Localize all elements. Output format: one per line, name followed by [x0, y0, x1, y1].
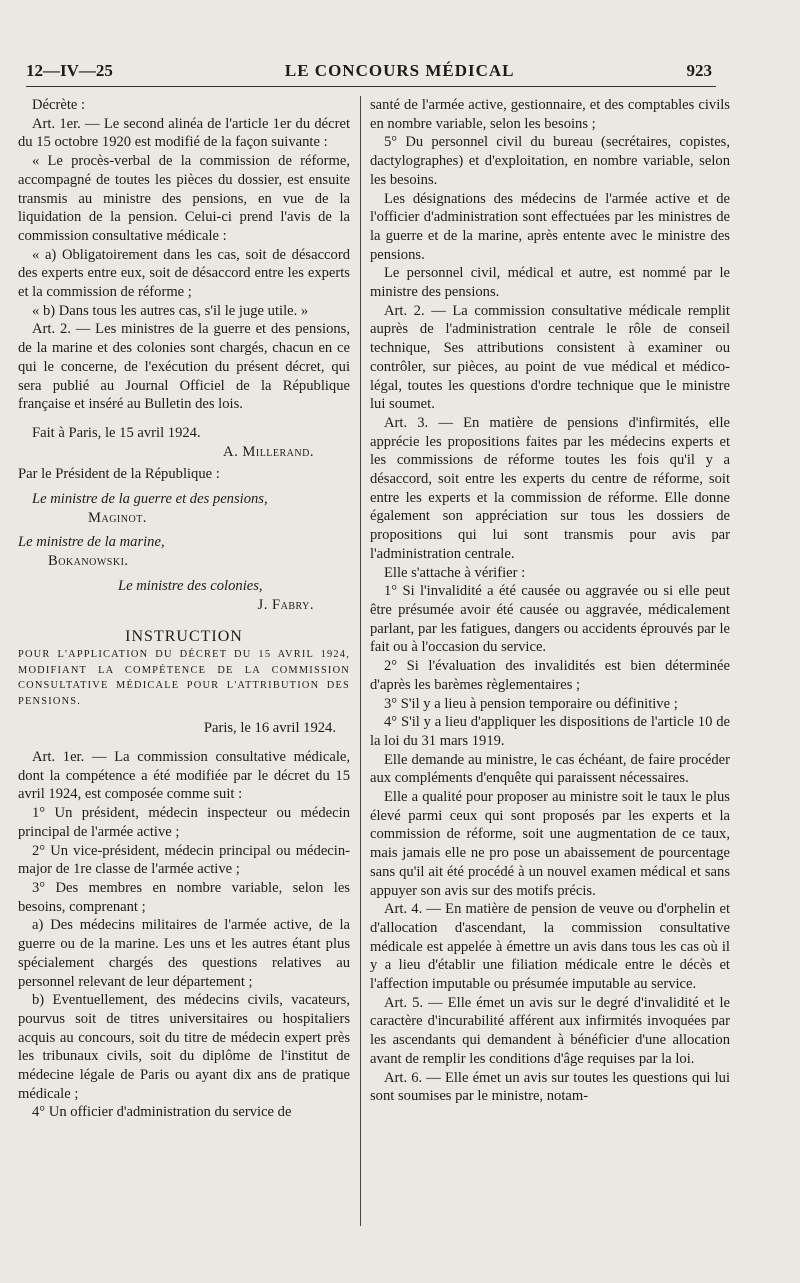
- paragraph: Le personnel civil, médical et autre, est nommé par le ministre des pensions.: [370, 265, 730, 301]
- par-le-president: Par le Président de la République :: [18, 466, 220, 483]
- fait-a-paris: Fait à Paris, le 15 avril 1924.: [32, 424, 201, 441]
- paragraph: Art. 2. — Les ministres de la guerre et des pensions, de la marine et des colonies sont chargés, chacun en ce qui le concerne, de l'exécution du présent décret, qui sera publié au Journal Officiel de la République française et inséré au Bulletin des lois.: [18, 321, 350, 413]
- paragraph: Art. 5. — Elle émet un avis sur le degré d'invalidité et le caractère d'incurabilité afférent aux infirmités invoquées par les ascendants qui demandent à bénéficier d'une allocation avant de remplir les conditions d'âge requises par la loi.: [370, 994, 730, 1067]
- list-item: 4° Un officier d'administration du service de: [32, 1104, 292, 1121]
- list-item: 1° Un président, médecin inspecteur ou médecin principal de l'armée active ;: [18, 805, 350, 840]
- paragraph: Elle demande au ministre, le cas échéant, de faire procéder aux compléments d'enquête qui paraissent nécessaires.: [370, 751, 730, 787]
- journal-title: LE CONCOURS MÉDICAL: [284, 61, 515, 80]
- page-number: 923: [686, 61, 712, 80]
- signature-millerand: A. Millerand.: [223, 443, 314, 460]
- paragraph: Elle a qualité pour proposer au ministre soit le taux le plus élevé parmi ceux qui sont proposés par les experts et la commission de réforme, soit une augmentation de ce taux, mais jamais elle ne pro pose un abaissement de pourcentage sans qu'il ait été procédé à un nouvel examen médical et sans appuyer son avis sur des motifs précis.: [370, 789, 730, 899]
- paragraph: Art. 6. — Elle émet un avis sur toutes les questions qui lui sont soumises par le ministre, notam-: [370, 1069, 730, 1105]
- signature-fabry: J. Fabry.: [257, 596, 314, 613]
- list-item: 2° Si l'évaluation des invalidités est bien déterminée d'après les barèmes règlementaires ;: [370, 658, 730, 693]
- signature-maginot: Maginot.: [88, 509, 147, 526]
- list-item: b) Eventuellement, des médecins civils, vacateurs, pourvus soit de titres universitaires ou hospitaliers acquis au concours, soit du titre de médecin expert près les tribunaux civils, soit du diplôme de l'institut de médecine légale de Paris ou ayant dix ans de pratique médicale ;: [18, 992, 350, 1102]
- list-item: 3° S'il y a lieu à pension temporaire ou définitive ;: [384, 695, 678, 712]
- page-header: [26, 58, 712, 84]
- column-divider: [360, 96, 361, 1226]
- list-item: 3° Des membres en nombre variable, selon les besoins, comprenant ;: [18, 879, 350, 915]
- paragraph: Art. 1er. — La commission consultative médicale, dont la compétence a été modifiée par le décret du 15 avril 1924, est composée comme suit :: [18, 749, 350, 803]
- issue-date: 12—IV—25: [26, 61, 113, 80]
- paragraph: Art. 4. — En matière de pension de veuve ou d'orphelin et d'allocation d'ascendant, la commission consultative médicale est appelée à émettre un avis dans tous les cas où il y a lieu d'établir une filiation médicale entre le décès et l'affection imputable ou présumée imputable au service.: [370, 901, 730, 993]
- instruction-subheading: POUR L'APPLICATION DU DÉCRET DU 15 AVRIL 1924, MODIFIANT LA COMPÉTENCE DE LA COMMISSION CONSULTATIVE MÉDICALE POUR L'ATTRIBUTION DES PENSIONS.: [18, 648, 350, 707]
- left-column: [18, 96, 350, 1122]
- paragraph: 5° Du personnel civil du bureau (secrétaires, copistes, dactylographes) et d'exploitation, en nombre variable, selon les besoins.: [370, 134, 730, 188]
- ministre-colonies: Le ministre des colonies,: [118, 577, 263, 594]
- decrete: Décrète :: [32, 97, 86, 113]
- paris-date: Paris, le 16 avril 1924.: [203, 720, 336, 737]
- list-item: 1° Si l'invalidité a été causée ou aggravée ou si elle peut être présumée avoir été causée ou aggravée, médicalement parlant, par les fatigues, dangers ou accidents éprouvés par le fait ou à l'occasion du service.: [370, 583, 730, 656]
- right-column: [370, 96, 730, 1106]
- ministre-marine: Le ministre de la marine,: [18, 534, 165, 551]
- paragraph: Les désignations des médecins de l'armée active et de l'officier d'administration sont effectuées par les ministres de la guerre et de la marine, après entente avec le ministre des pensions.: [370, 190, 730, 263]
- paragraph: Elle s'attache à vérifier :: [384, 564, 526, 581]
- header-rule: [26, 86, 716, 87]
- signature-bokanowski: Bokanowski.: [48, 553, 129, 570]
- list-item: 2° Un vice-président, médecin principal ou médecin-major de 1re classe de l'armée active ;: [18, 842, 350, 878]
- list-item: a) Des médecins militaires de l'armée active, de la guerre ou de la marine. Les uns et les autres étant plus spécialement chargés des questions relatives au personnel relevant de leur département ;: [18, 917, 350, 990]
- paragraph: Art. 1er. — Le second alinéa de l'article 1er du décret du 15 octobre 1920 est modifié de la façon suivante :: [18, 115, 350, 151]
- ministre-guerre: Le ministre de la guerre et des pensions,: [32, 491, 268, 508]
- paragraph: Art. 2. — La commission consultative médicale remplit auprès de l'administration centrale le rôle de conseil technique, Ses attributions consistent à examiner ou contrôler, sur pièces, au point de vue médical et médico-légal, toutes les questions d'ordre technique que le ministre lui soumet.: [370, 302, 730, 413]
- paragraph: Art. 3. — En matière de pensions d'infirmités, elle apprécie les propositions faites par les médecins experts et les commissions de réforme toutes les fois qu'il y a désaccord, soit entre les experts du centre de réforme, soit entre les experts et la commission de réforme. Elle donne également son appréciation sur tous les dossiers de propositions qui lui sont transmis pour avis par l'administration centrale.: [370, 414, 730, 562]
- paragraph: santé de l'armée active, gestionnaire, et des comptables civils en nombre variable, selon les besoins ;: [370, 97, 730, 132]
- paragraph: « Le procès-verbal de la commission de réforme, accompagné de toutes les pièces du dossier, est ensuite transmis au ministre des pensions, en vue de la liquidation de la pension. Celui-ci prend l'avis de la commission consultative médicale :: [18, 153, 350, 244]
- paragraph: « a) Obligatoirement dans les cas, soit de désaccord des experts entre eux, soit de désaccord entre les experts et la commission de réforme ;: [18, 246, 350, 301]
- instruction-heading: INSTRUCTION: [125, 628, 243, 646]
- list-item: 4° S'il y a lieu d'appliquer les dispositions de l'article 10 de la loi du 31 mars 1919.: [370, 714, 730, 749]
- paragraph: « b) Dans tous les autres cas, s'il le juge utile. »: [32, 302, 309, 319]
